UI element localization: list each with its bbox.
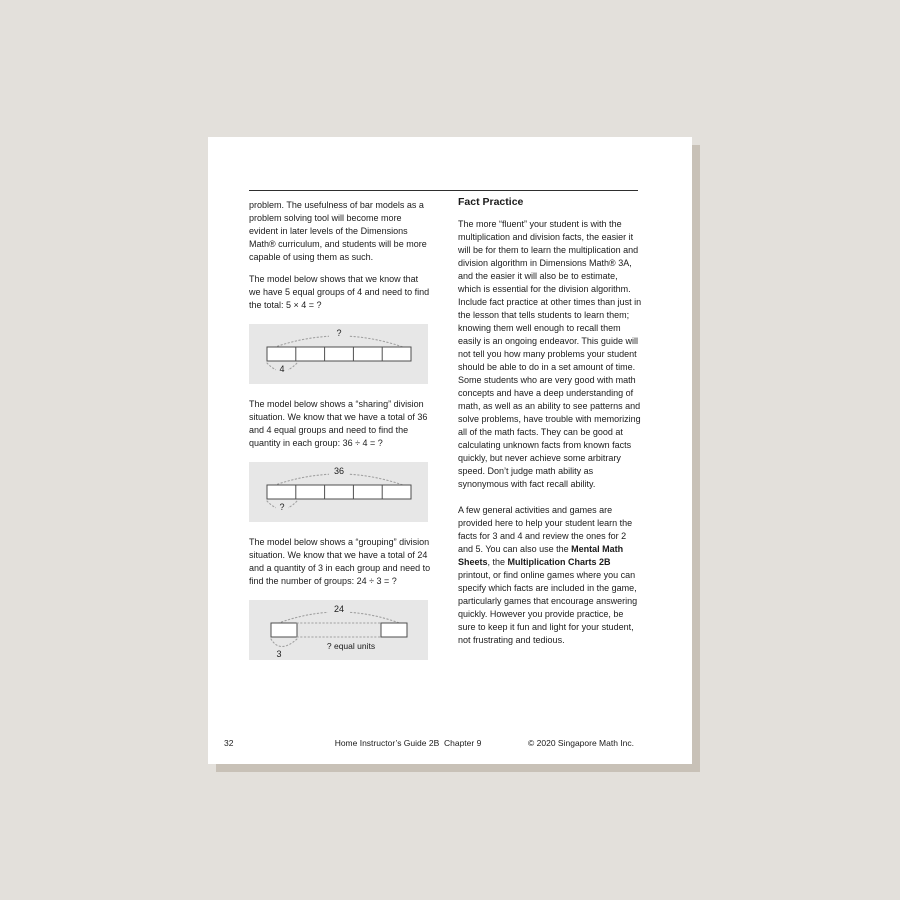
total-label: 36 (333, 466, 345, 476)
bar-model-multiplication (249, 324, 428, 384)
unit-brace (271, 639, 297, 647)
page-number: 32 (224, 738, 234, 748)
total-label: ? (336, 328, 342, 338)
section-heading: Fact Practice (458, 196, 524, 208)
right-column (458, 196, 642, 656)
page-footer (208, 738, 692, 752)
bar-model-grouping (249, 600, 428, 660)
unit-label: 3 (276, 649, 282, 659)
paragraph-intro: problem. The usefulness of bar models as a problem solving tool will become more evident in later levels of the Dimensions Math® curriculum, and students will be more capable of using them as such. (249, 200, 427, 262)
equal-units-label: ? equal units (326, 641, 376, 651)
unit-label: ? (279, 502, 285, 512)
paragraph-sharing-model: The model below shows a “sharing” division situation. We know that we have a total of 36 and 4 equal groups and need to find the quantity in each group: 36 ÷ 4 = ? (249, 399, 428, 448)
diagram-grouping-panel (249, 600, 428, 660)
paragraph-multiplication-model: The model below shows that we know that we have 5 equal groups of 4 and need to find the total: 5 × 4 = ? (249, 274, 430, 310)
bar (267, 485, 411, 499)
paragraph-activities: A few general activities and games are provided here to help your student learn the facts for 3 and 4 and review the ones for 2 and 5. You can also use the Mental Math Sheets, the Multiplication Charts 2B printout, or find online games where you can specify which facts are included in the game, particularly games that encourage answering quickly. However you provide practice, be sure to keep it fun and light for your student, not frustrating and tedious. (458, 505, 638, 645)
total-label: 24 (333, 604, 345, 614)
footer-book-title: Home Instructor’s Guide 2B Chapter 9 (334, 738, 482, 748)
unit-label: 4 (279, 364, 285, 374)
first-unit-cell (271, 623, 297, 637)
diagram-multiplication-panel (249, 324, 428, 384)
diagram-sharing-panel (249, 462, 428, 522)
last-unit-cell (381, 623, 407, 637)
paragraph-grouping-model: The model below shows a “grouping” division situation. We know that we have a total of 24 and a quantity of 3 in each group and need to find the number of groups: 24 ÷ 3 = ? (249, 537, 431, 586)
bar (267, 347, 411, 361)
book-page (208, 137, 692, 764)
footer-copyright: © 2020 Singapore Math Inc. (528, 738, 634, 748)
paragraph-fact-fluency: The more “fluent” your student is with the multiplication and division facts, the easier it will be for them to learn the multiplication and division algorithm in Dimensions Math® 3A, and the easier it will also be to estimate, which is essential for the division algorithm. Include fact practice at other times than just in the lesson that tells students to learn them; knowing them well enough to recall them easily is an ongoing endeavor. This guide will not tell you how many problems your student should be able to do in a set amount of time. Some students who are very good with math concepts and have a deep understanding of math, as well as an ability to see patterns and solve problems, have trouble with memorizing all of the math facts. They can be good at calculating unknown facts from known facts quickly, but never achieve some arbitrary speed. Don’t judge math ability as synonymous with fact recall ability. (458, 219, 642, 489)
bar-model-sharing (249, 462, 428, 522)
top-rule-divider (249, 190, 638, 191)
left-column (249, 199, 432, 674)
